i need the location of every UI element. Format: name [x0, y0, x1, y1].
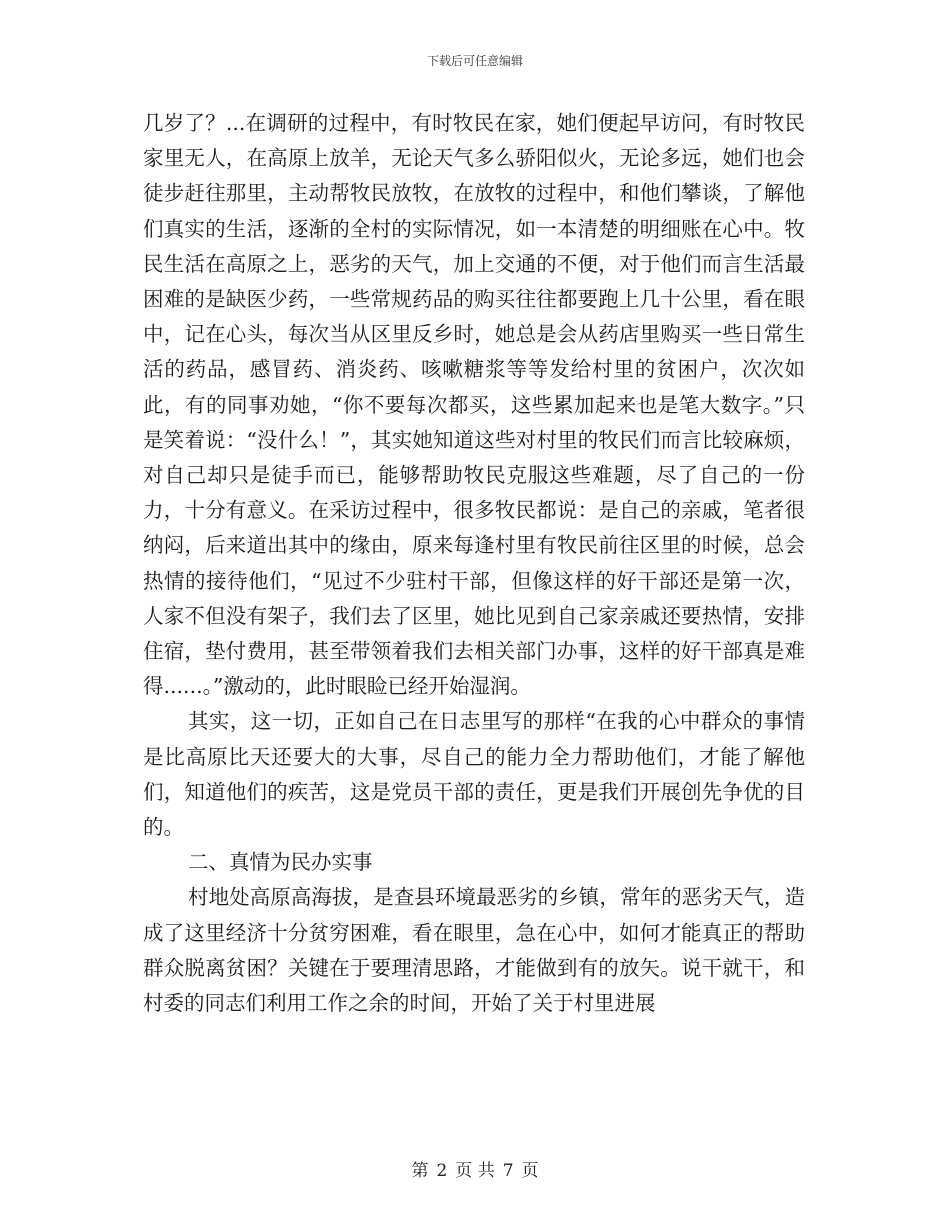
- page-current-number: 2: [436, 1161, 448, 1181]
- page-label-middle: 页 共: [455, 1161, 495, 1181]
- document-body: [143, 106, 805, 1021]
- page-label-prefix: 第: [411, 1161, 429, 1181]
- page-total-number: 7: [502, 1161, 514, 1181]
- section-heading: 二、真情为民办实事: [188, 850, 373, 875]
- page-header: 下载后可任意编辑: [426, 54, 523, 68]
- paragraph-body: 村地处高原高海拔，是查县环境最恶劣的乡镇，常年的恶劣天气，造成了这里经济十分贫穷困难，看在眼里，急在心中，如何才能真正的帮助群众脱离贫困？关键在于要理清思路，才能做到有的放矢。说干就干，和村委的同志们利用工作之余的时间，开始了关于村里进展: [143, 885, 805, 1016]
- paragraph-body: 其实，这一切，正如自己在日志里写的那样“在我的心中群众的事情是比高原比天还要大的大事，尽自己的能力全力帮助他们，才能了解他们，知道他们的疾苦，这是党员干部的责任，更是我们开展创先争优的目的。: [143, 709, 805, 840]
- page-label-suffix: 页: [521, 1161, 539, 1181]
- page-footer: [0, 1156, 950, 1181]
- paragraph-continued: 几岁了？...在调研的过程中，有时牧民在家，她们便起早访问，有时牧民家里无人，在高原上放羊，无论天气多么骄阳似火，无论多远，她们也会徒步赶往那里，主动帮牧民放牧，在放牧的过程中，和他们攀谈，了解他们真实的生活，逐渐的全村的实际情况，如一本清楚的明细账在心中。牧民生活在高原之上，恶劣的天气，加上交通的不便，对于他们而言生活最困难的是缺医少药，一些常规药品的购买往往都要跑上几十公里，看在眼中，记在心头，每次当从区里反乡时，她总是会从药店里购买一些日常生活的药品，感冒药、消炎药、咳嗽糖浆等等发给村里的贫困户，次次如此，有的同事劝她，“你不要每次都买，这些累加起来也是笔大数字。”只是笑着说：“没什么！”，其实她知道这些对村里的牧民们而言比较麻烦，对自己却只是徒手而已，能够帮助牧民克服这些难题，尽了自己的一份力，十分有意义。在采访过程中，很多牧民都说：是自己的亲戚，笔者很纳闷，后来道出其中的缘由，原来每逢村里有牧民前往区里的时候，总会热情的接待他们，“见过不少驻村干部，但像这样的好干部还是第一次，人家不但没有架子，我们去了区里，她比见到自己家亲戚还要热情，安排住宿，垫付费用，甚至带领着我们去相关部门办事，这样的好干部真是难得......。”激动的，此时眼睑已经开始湿润。: [143, 111, 805, 699]
